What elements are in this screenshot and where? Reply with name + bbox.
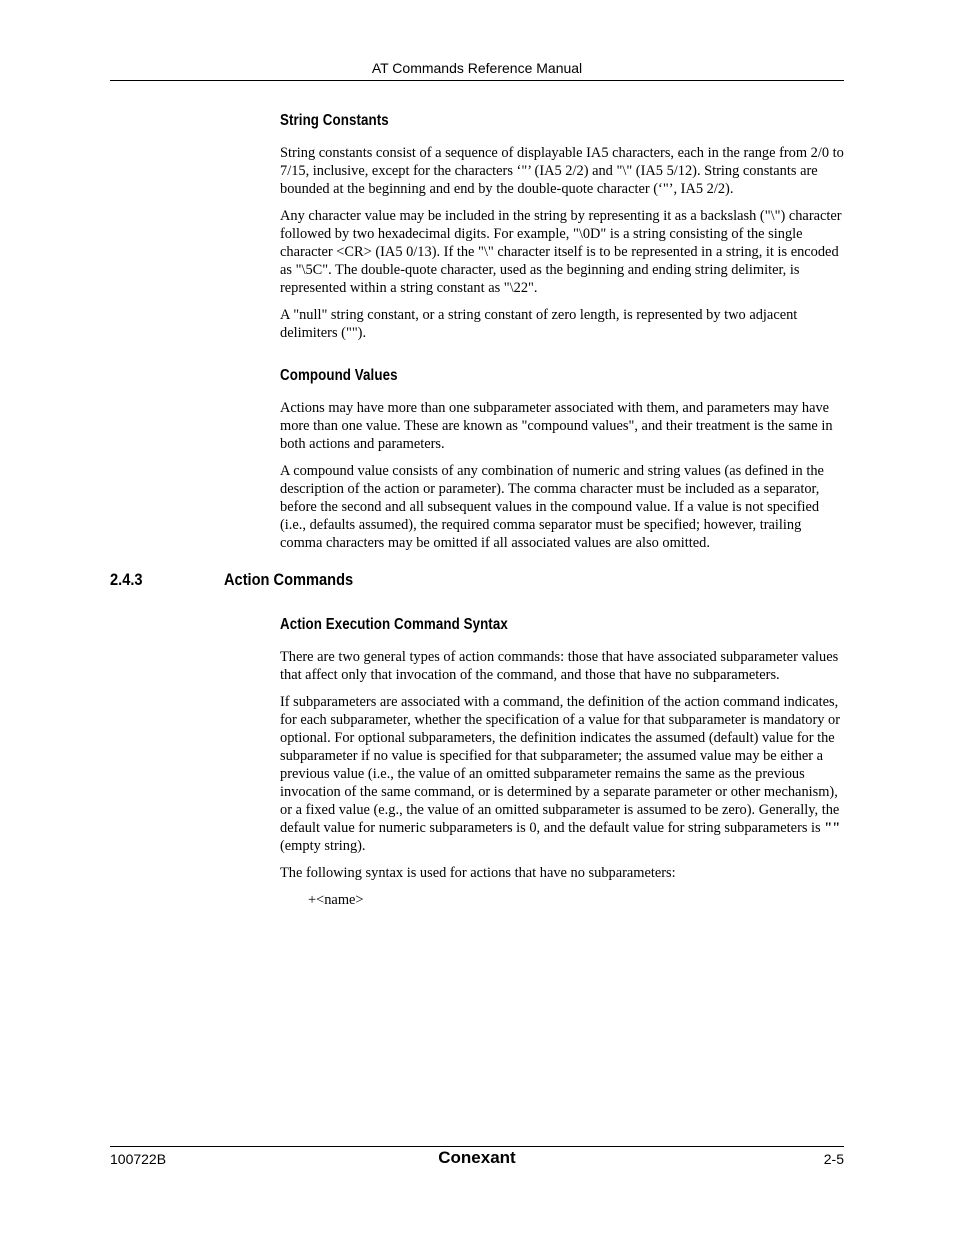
footer-doc-number: 100722B	[110, 1151, 167, 1167]
syntax-example: +<name>	[308, 892, 364, 908]
paragraph: A "null" string constant, or a string constant of zero length, is represented by two adjacent delimiters ("").	[280, 307, 798, 341]
paragraph: There are two general types of action commands: those that have associated subparameter values that affect only that invocation of the command, and those that have no subparameters.	[280, 649, 839, 683]
heading-string-constants: String Constants	[280, 112, 389, 129]
paragraph	[280, 693, 844, 855]
paragraph: String constants consist of a sequence of displayable IA5 characters, each in the range from 2/0 to 7/15, inclusive, except for the characters ‘"’ (IA5 2/2) and "\" (IA5 5/12). String constants are bounded at the beginning and end by the double-quote character (‘"’, IA5 2/2).	[280, 145, 844, 197]
paragraph: Any character value may be included in the string by representing it as a backslash ("\") character followed by two hexadecimal digits. For example, "\0D" is a string consisting of the single character <CR> (IA5 0/13). If the "\" character itself is to be represented in a string, it is encoded as "\5C". The double-quote character, used as the beginning and ending string delimiter, is represented within a string constant as "\22".	[280, 208, 842, 296]
page-content	[110, 112, 844, 909]
paragraph: A compound value consists of any combination of numeric and string values (as defined in the description of the action or parameter). The comma character must be included as a separator, before the second and all subsequent values in the compound value. If a value is not specified (i.e., defaults assumed), the required comma separator must be specified; however, trailing comma characters may be omitted if all associated values are also omitted.	[280, 463, 824, 551]
section-heading-action-commands	[110, 570, 844, 592]
page-header-title: AT Commands Reference Manual	[371, 60, 583, 76]
paragraph: The following syntax is used for actions that have no subparameters:	[280, 865, 676, 881]
section-number: 2.4.3	[110, 570, 143, 589]
heading-action-execution-syntax: Action Execution Command Syntax	[280, 616, 508, 633]
footer-divider	[110, 1146, 844, 1147]
paragraph-text: If subparameters are associated with a command, the definition of the action command indicates, for each subparameter, whether the specification of a value for that subparameter is mandatory or optional. For optional subparameters, the definition indicates the assumed (default) value for the subparameter if no value is specified for that subparameter; the assumed value may be either a previous value (i.e., the value of an omitted subparameter remains the same as the previous invocation of the same command, or is determined by a separate parameter or other mechanism), or a fixed value (e.g., the value of an omitted subparameter is assumed to be zero). Generally, the default value for numeric subparameters is 0, and the default value for string subparameters is	[280, 694, 841, 836]
section-title: Action Commands	[224, 570, 354, 589]
paragraph: Actions may have more than one subparameter associated with them, and parameters may have more than one value. These are known as "compound values", and their treatment is the same in both actions and parameters.	[280, 400, 833, 452]
footer-page-number: 2-5	[823, 1151, 844, 1167]
header-divider	[110, 80, 844, 81]
footer-company: Conexant	[438, 1148, 516, 1167]
paragraph-text: (empty string).	[280, 838, 366, 854]
empty-string-literal: ""	[824, 820, 841, 836]
heading-compound-values: Compound Values	[280, 367, 398, 384]
